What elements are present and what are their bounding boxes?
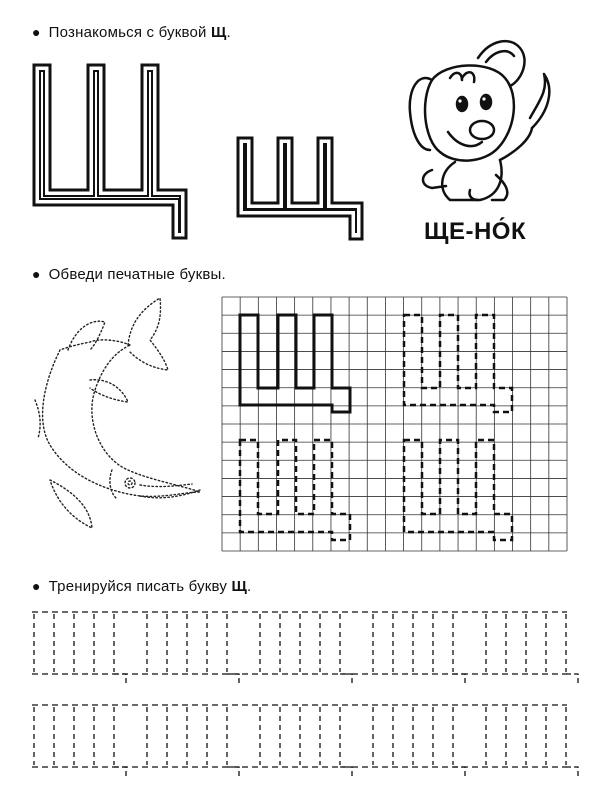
instruction-intro-letter: Щ bbox=[211, 24, 227, 41]
trace-stroke bbox=[453, 767, 465, 777]
trace-stroke bbox=[340, 674, 352, 684]
instruction-intro: ● Познакомься с буквой Щ. bbox=[32, 24, 231, 41]
instruction-trace-text: Обведи печатные буквы. bbox=[48, 266, 226, 283]
trace-stroke bbox=[453, 674, 465, 684]
instruction-practice-text: Тренируйся писать букву bbox=[48, 578, 228, 595]
trace-stroke bbox=[566, 767, 578, 777]
small-letter-outline bbox=[238, 138, 362, 239]
bullet-icon: ● bbox=[32, 266, 41, 282]
instruction-intro-text: Познакомься с буквой bbox=[48, 24, 207, 41]
puppy-illustration bbox=[410, 41, 550, 200]
trace-stroke bbox=[340, 767, 352, 777]
tracing-grid bbox=[222, 297, 567, 551]
picture-word: ЩЕ-НО́К bbox=[424, 218, 527, 245]
trace-stroke bbox=[227, 674, 239, 684]
grid-letter-dashed bbox=[240, 315, 512, 540]
instruction-practice-letter: Щ bbox=[231, 578, 247, 595]
pike-fish-dotted-illustration bbox=[35, 298, 200, 528]
capital-letter-outline bbox=[34, 65, 186, 238]
trace-stroke bbox=[114, 767, 126, 777]
instruction-practice: ● Тренируйся писать букву Щ. bbox=[32, 578, 252, 595]
trace-stroke bbox=[114, 674, 126, 684]
trace-stroke bbox=[227, 767, 239, 777]
practice-lines bbox=[32, 612, 578, 777]
bullet-icon: ● bbox=[32, 578, 41, 594]
bullet-icon: ● bbox=[32, 24, 41, 40]
trace-stroke bbox=[566, 674, 578, 684]
